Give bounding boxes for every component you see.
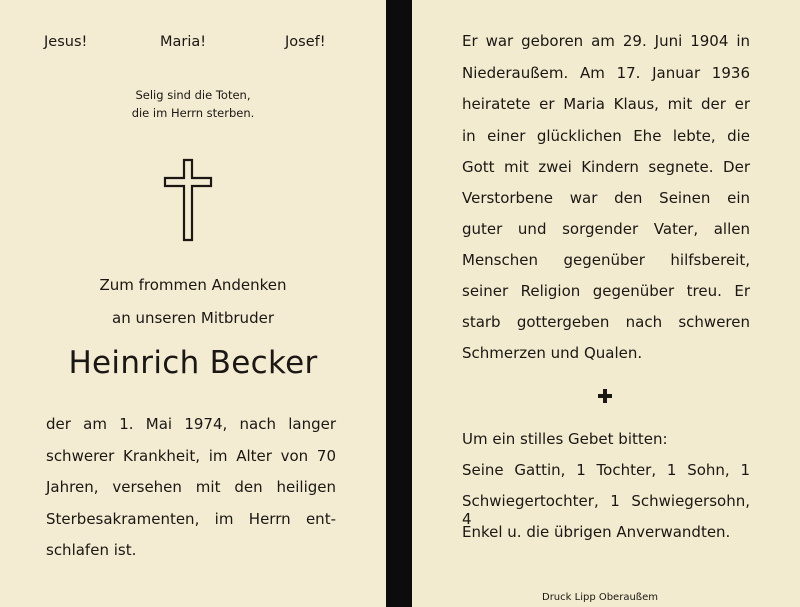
death-text-line-4: Sterbesakramenten, im Herrn ent- bbox=[46, 510, 336, 528]
prayer-request-line-3: Schwiegertochter, 1 Schwiegersohn, 4 bbox=[462, 492, 750, 528]
bio-line-2: Niederaußem. Am 17. Januar 1936 bbox=[462, 64, 750, 82]
invocation-jesus: Jesus! bbox=[44, 34, 88, 50]
bio-line-11: Schmerzen und Qualen. bbox=[462, 344, 643, 362]
bio-line-8: Menschen gegenüber hilfsbereit, bbox=[462, 251, 750, 269]
memorial-line-2: an unseren Mitbruder bbox=[112, 309, 274, 327]
bio-line-1: Er war geboren am 29. Juni 1904 in bbox=[462, 32, 750, 50]
prayer-request-line-2: Seine Gattin, 1 Tochter, 1 Sohn, 1 bbox=[462, 461, 750, 479]
prayer-request-line-4: Enkel u. die übrigen Anverwandten. bbox=[462, 523, 731, 541]
deceased-name: Heinrich Becker bbox=[68, 345, 318, 381]
bio-line-9: seiner Religion gegenüber treu. Er bbox=[462, 282, 750, 300]
latin-cross-outline-icon bbox=[163, 158, 213, 242]
card-fold-divider bbox=[386, 0, 412, 607]
printer-imprint: Druck Lipp Oberaußem bbox=[542, 592, 658, 603]
death-text-line-2: schwerer Krankheit, im Alter von 70 bbox=[46, 447, 336, 465]
invocation-josef: Josef! bbox=[285, 34, 326, 50]
bio-line-3: heiratete er Maria Klaus, mit der er bbox=[462, 95, 750, 113]
death-text-line-3: Jahren, versehen mit den heiligen bbox=[46, 478, 336, 496]
bio-line-10: starb gottergeben nach schweren bbox=[462, 313, 750, 331]
invocation-maria: Maria! bbox=[160, 34, 207, 50]
bio-line-7: guter und sorgender Vater, allen bbox=[462, 220, 750, 238]
memorial-line-1: Zum frommen Andenken bbox=[99, 276, 287, 294]
death-text-line-1: der am 1. Mai 1974, nach langer bbox=[46, 415, 336, 433]
death-text-line-5: schlafen ist. bbox=[46, 541, 137, 559]
beatitude-line-2: die im Herrn sterben. bbox=[131, 106, 255, 120]
prayer-request-line-1: Um ein stilles Gebet bitten: bbox=[462, 430, 668, 448]
bio-line-6: Verstorbene war den Seinen ein bbox=[462, 189, 750, 207]
beatitude-line-1: Selig sind die Toten, bbox=[135, 88, 251, 102]
bio-line-5: Gott mit zwei Kindern segnete. Der bbox=[462, 158, 750, 176]
plus-cross-icon bbox=[598, 389, 612, 403]
bio-line-4: in einer glücklichen Ehe lebte, die bbox=[462, 127, 750, 145]
